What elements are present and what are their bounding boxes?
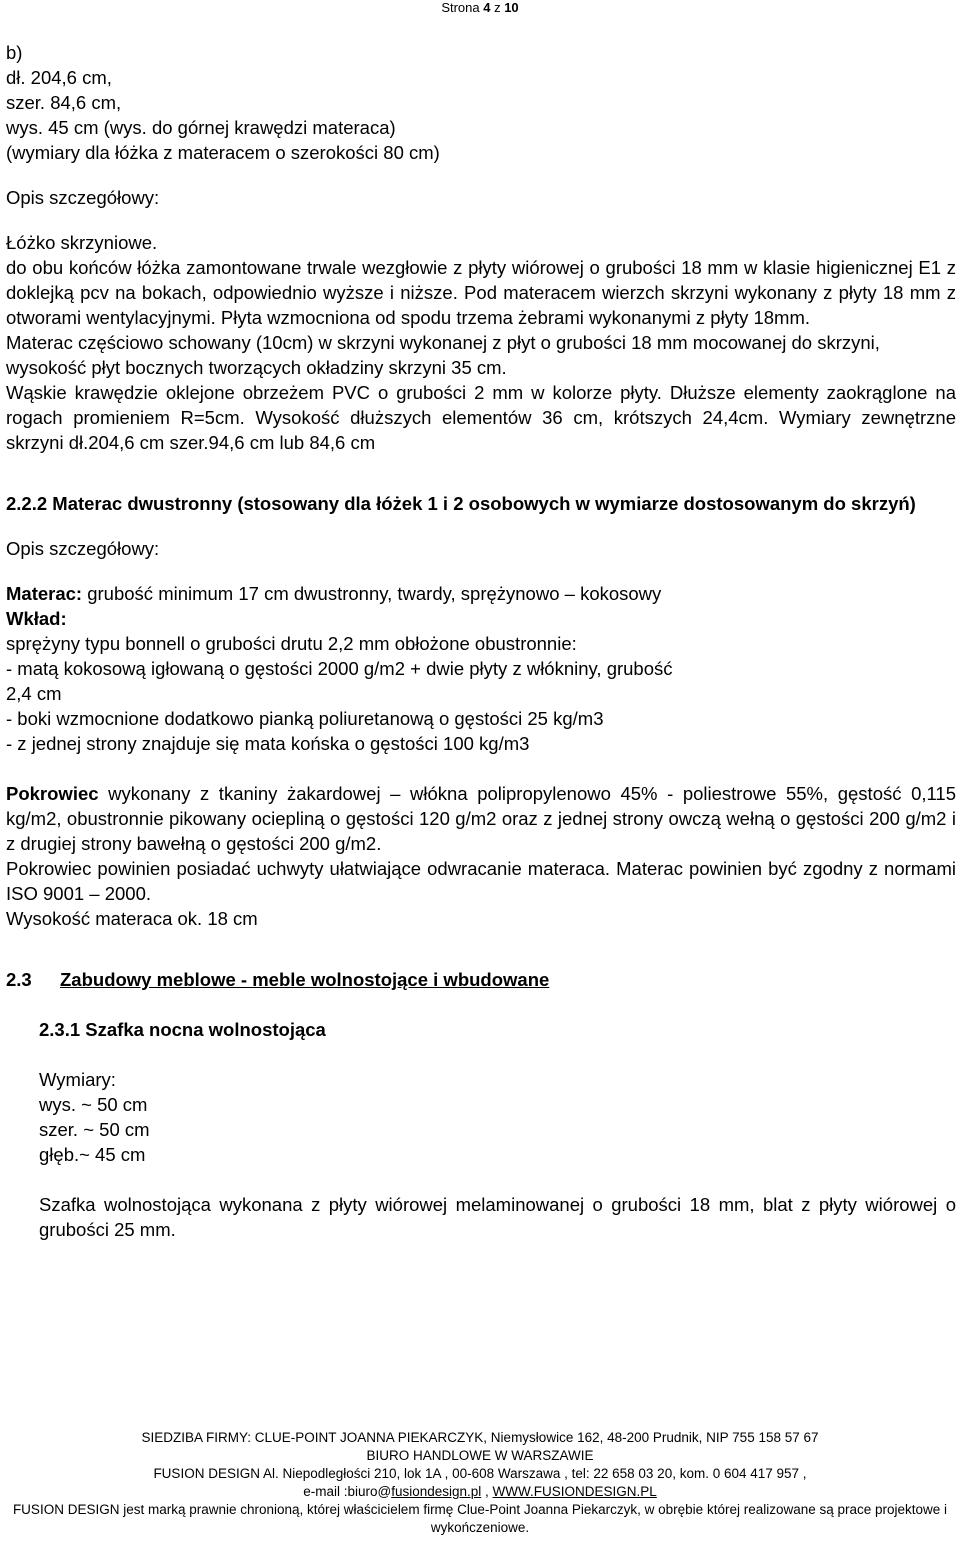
item-marker: b) [6,42,23,63]
website-link[interactable]: WWW.FUSIONDESIGN.PL [492,1484,657,1499]
wklad-line: - boki wzmocnione dodatkowo pianką poliuretanową o gęstości 25 kg/m3 [6,708,604,729]
email-prefix: e-mail :biuro@ [303,1484,392,1499]
wklad-line: - z jednej strony znajduje się mata końska o gęstości 100 kg/m3 [6,733,530,754]
footer-separator: , [481,1484,493,1499]
pokrowiec-text: wykonany z tkaniny żakardowej – włókna polipropylenowo 45% - poliestrowe 55%, gęstość 0,115 kg/m2, obustronnie pikowany ociepliną o gęstości 120 g/m2 oraz z jednej strony owczą wełną o gęstości 200 g/m2 i z drugiej strony bawełną o gęstości 200 g/m2. [6,783,956,854]
materac-text: grubość minimum 17 cm dwustronny, twardy, sprężynowo – kokosowy [82,583,662,604]
section-2-3-1 [6,1017,956,1242]
wklad-line: sprężyny typu bonnell o grubości drutu 2,2 mm obłożone obustronnie: [6,633,577,654]
dim-line: wys. ~ 50 cm [39,1094,148,1115]
page-number-prefix: Strona [441,0,484,15]
bed-title: Łóżko skrzyniowe. [6,232,158,253]
email-domain-link[interactable]: fusiondesign.pl [391,1484,482,1499]
section-heading-2-2-2: 2.2.2 Materac dwustronny (stosowany dla łóżek 1 i 2 osobowych w wymiarze dostosowanym do skrzyń) [6,493,916,514]
opis-heading: Opis szczegółowy: [6,538,160,559]
dim-line: głęb.~ 45 cm [39,1144,146,1165]
mattress-height: Wysokość materaca ok. 18 cm [6,908,258,929]
dim-line: wys. 45 cm (wys. do górnej krawędzi materaca) [6,117,396,138]
dim-line: szer. ~ 50 cm [39,1119,150,1140]
section-heading-2-3 [6,967,956,992]
footer-contact-line [0,1483,960,1501]
bed-description-paragraph: do obu końców łóżka zamontowane trwale wezgłowie z płyty wiórowej o grubości 18 mm w klasie higienicznej E1 z doklejką pcv na bokach, odpowiednio wyższe i niższe. Pod materacem wierzch skrzyni wykonany z płyty 18 mm z otworami wentylacyjnymi. Płyta wzmocniona od spodu trzema żebrami wykonanymi z płyty 18mm. [6,257,956,328]
handles-paragraph: Pokrowiec powinien posiadać uchwyty ułatwiające odwracanie materaca. Materac powinien być zgodny z normami ISO 9001 – 2000. [6,858,956,904]
footer-line: SIEDZIBA FIRMY: CLUE-POINT JOANNA PIEKARCZYK, Niemysłowice 162, 48-200 Prudnik, NIP 755 158 57 67 [141,1430,819,1445]
dim-line: dł. 204,6 cm, [6,67,112,88]
pokrowiec-label: Pokrowiec [6,783,99,804]
footer-line: BIURO HANDLOWE W WARSZAWIE [366,1448,594,1463]
section-heading-2-3-1: 2.3.1 Szafka nocna wolnostojąca [39,1019,326,1040]
dim-line: szer. 84,6 cm, [6,92,122,113]
materac-line [6,581,956,606]
cabinet-description: Szafka wolnostojąca wykonana z płyty wiórowej melaminowanej o grubości 18 mm, blat z płyty wiórowej o grubości 25 mm. [39,1194,956,1240]
section-number: 2.3 [6,969,32,990]
opis-heading: Opis szczegółowy: [6,187,160,208]
materac-label: Materac: [6,583,83,604]
page-footer [0,1429,960,1537]
page-number-middle: z [490,0,505,15]
wklad-label: Wkład: [6,608,67,629]
page-number [0,0,960,16]
footer-line: FUSION DESIGN jest marką prawnie chronioną, której właścicielem firmę Clue-Point Joanna Piekarczyk, w obrębie której realizowane są prace projektowe i wykończeniowe. [12,1502,948,1535]
footer-line: FUSION DESIGN Al. Niepodległości 210, lok 1A , 00-608 Warszawa , tel: 22 658 03 20, kom. 0 604 417 957 , [153,1466,807,1481]
page-number-total: 10 [504,0,519,15]
dim-line: (wymiary dla łóżka z materacem o szerokości 80 cm) [6,142,440,163]
bed-edges-paragraph: Wąskie krawędzie oklejone obrzeżem PVC o grubości 2 mm w kolorze płyty. Dłuższe elementy zaokrąglone na rogach promieniem R=5cm. Wysokość dłuższych elementów 36 cm, krótszych 24,4cm. Wymiary zewnętrzne skrzyni dł.204,6 cm szer.94,6 cm lub 84,6 cm [6,382,956,453]
dims-label: Wymiary: [39,1069,116,1090]
bed-mattress-paragraph: Materac częściowo schowany (10cm) w skrzyni wykonanej z płyt o grubości 18 mm mocowanej do skrzyni, wysokość płyt bocznych tworzących okładziny skrzyni 35 cm. [6,332,880,378]
section-title: Zabudowy meblowe - meble wolnostojące i wbudowane [60,969,550,990]
document-body [6,40,956,1242]
wklad-line: - matą kokosową igłowaną o gęstości 2000 g/m2 + dwie płyty z włókniny, grubość [6,658,673,679]
page-number-current: 4 [483,0,491,15]
wklad-line: 2,4 cm [6,683,62,704]
pokrowiec-paragraph [6,781,956,856]
